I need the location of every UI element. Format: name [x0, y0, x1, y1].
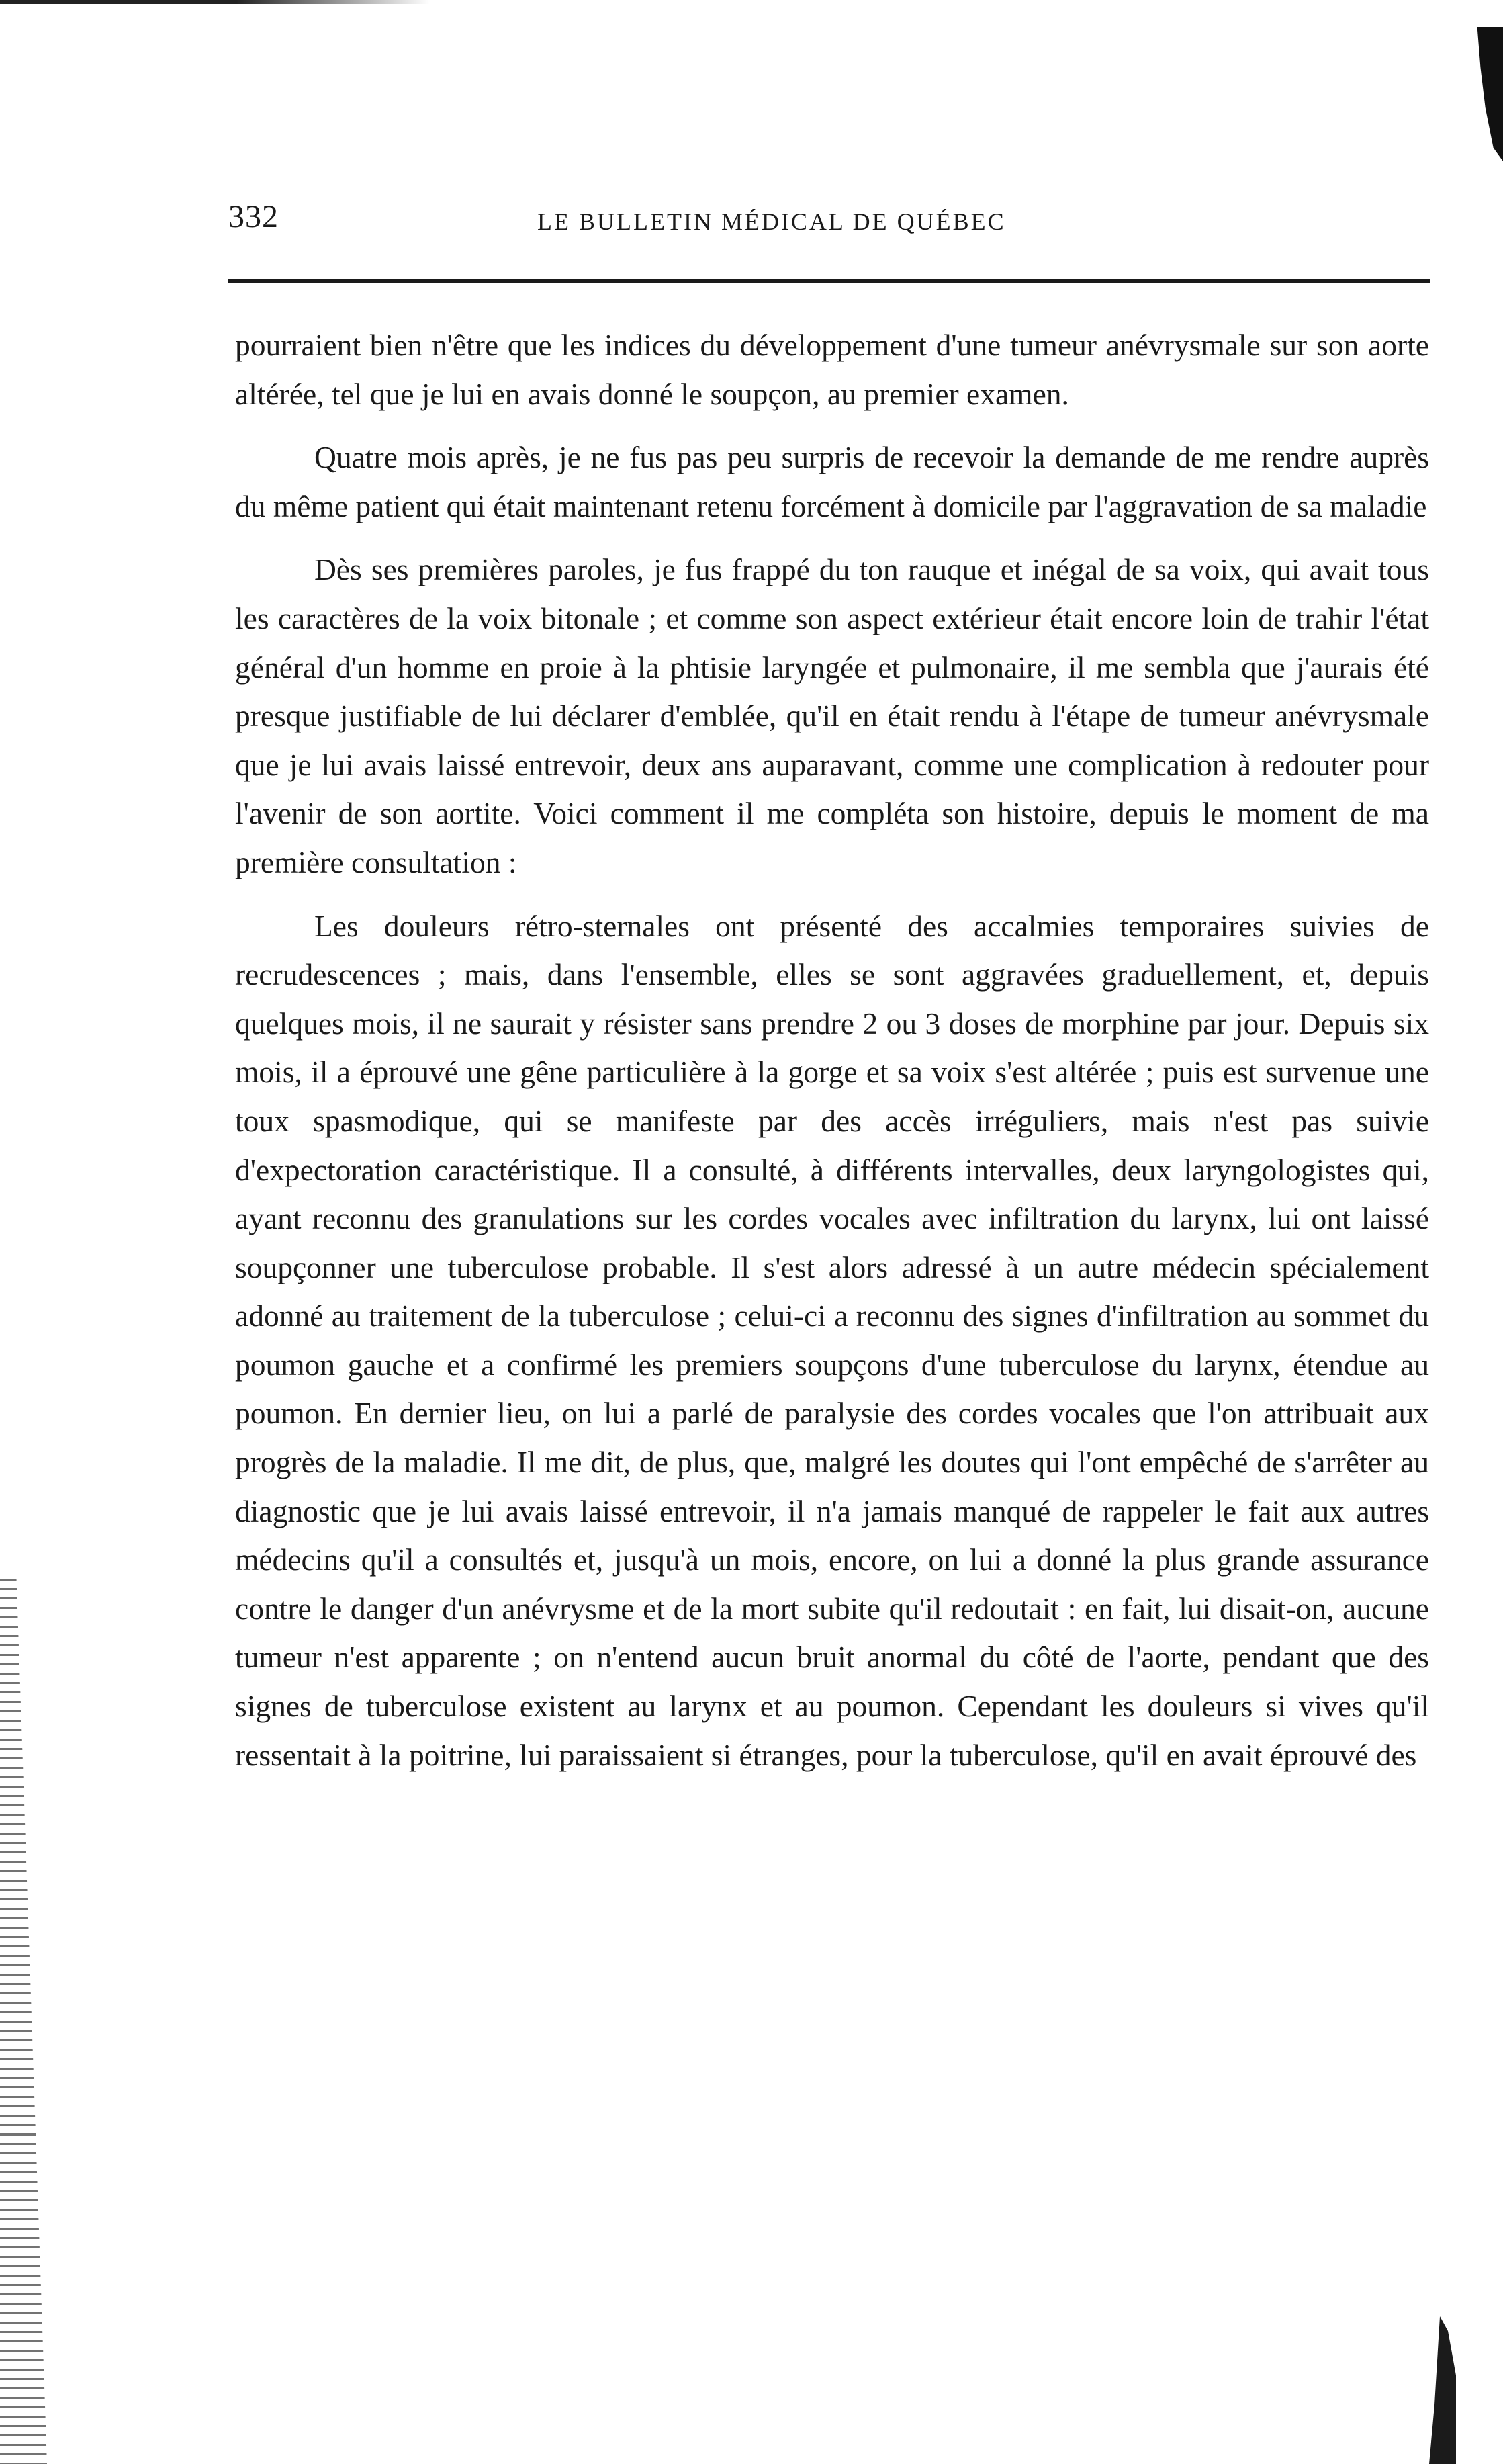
page-header — [228, 198, 1430, 252]
scan-artifact-top-left — [0, 0, 430, 4]
scan-artifact-top-right — [1471, 27, 1503, 161]
running-title: LE BULLETIN MÉDICAL DE QUÉBEC — [537, 208, 1006, 235]
paragraph-2: Quatre mois après, je ne fus pas peu surpris de recevoir la demande de me rendre auprès du même patient qui était maintenant retenu forcément à domicile par l'aggravation de sa maladie — [235, 440, 1429, 523]
scan-artifact-left-edge — [0, 1579, 47, 2464]
paragraph-4: Les douleurs rétro-sternales ont présenté des accalmies temporaires suivies de recrudescences ; mais, dans l'ensemble, elles se sont aggravées graduellement, et, depuis quelques mois, il ne saurait y résister sans prendre 2 ou 3 doses de morphine par jour. Depuis six mois, il a éprouvé une gêne particulière à la gorge et sa voix s'est altérée ; puis est survenue une toux spasmodique, qui se manifeste par des accès irréguliers, mais n'est pas suivie d'expectoration caractéristique. Il a consulté, à différents intervalles, deux laryngologistes qui, ayant reconnu des granulations sur les cordes vocales avec infiltration du larynx, lui ont laissé soupçonner une tuberculose probable. Il s'est alors adressé à un autre médecin spécialement adonné au traitement de la tuberculose ; celui-ci a reconnu des signes d'infiltration au sommet du poumon gauche et a confirmé les premiers soupçons d'une tuberculose du larynx, étendue au poumon. En dernier lieu, on lui a parlé de paralysie des cordes vocales que l'on attribuait aux progrès de la maladie. Il me dit, de plus, que, malgré les doutes qui l'ont empêché de s'arrêter au diagnostic que je lui avais laissé entrevoir, il n'a jamais manqué de rappeler le fait aux autres médecins qu'il a consultés et, jusqu'à un mois, encore, on lui a donné la plus grande assurance contre le danger d'un anévrysme et de la mort subite qu'il redoutait : en fait, lui disait-on, aucune tumeur n'est apparente ; on n'entend aucun bruit anormal du côté de l'aorte, pendant que des signes de tuberculose existent au larynx et au poumon. Cependant les douleurs si vives qu'il ressentait à la poitrine, lui paraissaient si étranges, pour la tuberculose, qu'il en avait éprouvé des — [235, 908, 1429, 1772]
paragraph-1: pourraient bien n'être que les indices du développement d'une tumeur anévrysmale sur son aorte altérée, tel que je lui en avais donné le soupçon, au premier examen. — [235, 328, 1429, 411]
scan-artifact-bottom-right — [1429, 2316, 1456, 2464]
header-rule — [228, 279, 1430, 283]
paragraph-3: Dès ses premières paroles, je fus frappé du ton rauque et inégal de sa voix, qui avait tous les caractères de la voix bitonale ; et comme son aspect extérieur était encore loin de trahir l'état général d'un homme en proie à la phtisie laryngée et pulmonaire, il me sembla que j'aurais été presque justifiable de lui déclarer d'emblée, qu'il en était rendu à l'étape de tumeur anévrysmale que je lui avais laissé entrevoir, deux ans auparavant, comme une complication à redouter pour l'avenir de son aortite. Voici comment il me compléta son histoire, depuis le moment de ma première consultation : — [235, 552, 1429, 879]
body-text — [235, 321, 1429, 1779]
page-number: 332 — [228, 199, 279, 234]
